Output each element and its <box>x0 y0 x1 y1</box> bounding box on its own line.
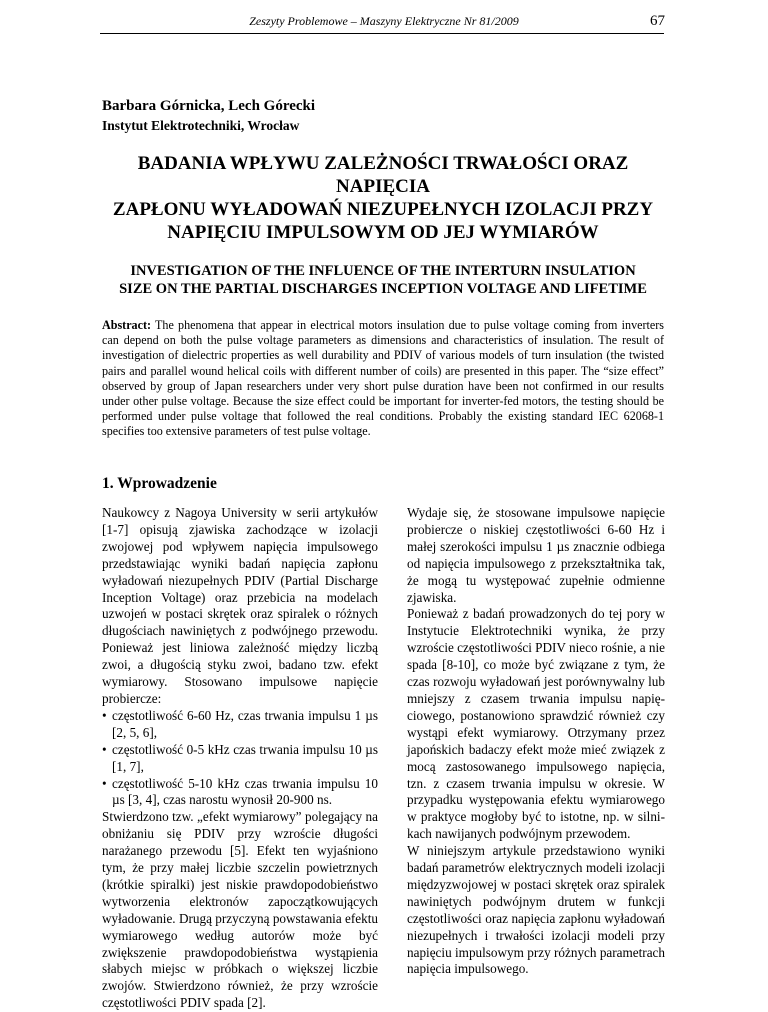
bullet-text: częstotliwość 5-10 kHz czas trwania impulsu 10 µs [3, 4], czas narostu wynosił 20-900 ns. <box>112 775 378 808</box>
bullet-item <box>102 742 378 776</box>
title-polish <box>100 152 666 244</box>
paragraph: W niniejszym artykule przedstawiono wyniki badań parametrów elektrycznych modeli izolacji międzyzwojowej w postaci skrętek oraz spiralek nawiniętych podwójnym drutem w funkcji częstotliwości oraz napięcia zapłonu wyładowań niezupełnych i trwałości izolacji modeli przy napięciu impulsowym przy różnych parametrach napięcia impulsowego. <box>407 843 665 977</box>
header-rule <box>100 33 664 34</box>
title-polish-line: NAPIĘCIU IMPULSOWYM OD JEJ WYMIARÓW <box>167 222 599 243</box>
title-english <box>100 262 666 298</box>
bullet-text: częstotliwość 6-60 Hz, czas trwania impulsu 1 µs [2, 5, 6], <box>112 707 378 740</box>
title-polish-line: ZAPŁONU WYŁADOWAŃ NIEZUPEŁNYCH IZOLACJI PRZY <box>112 199 654 220</box>
left-column <box>102 505 378 1012</box>
affiliation: Instytut Elektrotechniki, Wrocław <box>102 118 300 133</box>
authors: Barbara Górnicka, Lech Górecki <box>102 98 316 114</box>
paragraph: Naukowcy z Nagoya University w serii artykułów [1-7] opisują zjawiska zachodzące w izolacji zwojowej pod wpływem napięcia impulsowego przedstawiając wyniki badań napięcia zapłonu wyładowań niezupełnych PDIV (Partial Discharge Inception Voltage) oraz przebicia na modelach uzwojeń w postaci skrętek oraz spiralek o różnych długościach nawiniętych z podwójnego przewodu. Ponieważ jest liniowa zależność między liczbą zwoi, a długością styku zwoi, badano tzw. efekt wymiarowy. Stosowano impulsowe napięcie probiercze: <box>102 505 378 706</box>
bullet-item <box>102 776 378 810</box>
bullet-icon: • <box>102 707 107 723</box>
abstract-text: The phenomena that appear in electrical motors insulation due to pulse voltage coming from inverters can depend on both the pulse voltage parameters as dimensions and characteristics of insulation. The result of investigation of dielectric properties as well durability and PDIV of various models of turn insulation (the twisted pairs and parallel wound helical coils with different number of coils) are presented in this paper. The “size effect” observed by group of Japan researchers under very short pulse duration have been not confirmed in our results under other pulse voltage. Because the size effect could be important for inverter-fed motors, the testing should be performed under pulse voltage that followed the real conditions. Probably the existing standard IEC 62068-1 specifies too extensive parameters of test pulse voltage. <box>102 318 664 439</box>
section-heading: 1. Wprowadzenie <box>102 475 217 492</box>
title-english-line: INVESTIGATION OF THE INFLUENCE OF THE INTERTURN INSULATION <box>130 263 636 279</box>
bullet-icon: • <box>102 775 107 791</box>
page-number: 67 <box>650 13 665 29</box>
bullet-text: częstotliwość 0-5 kHz czas trwania impulsu 10 µs [1, 7], <box>112 741 378 774</box>
paragraph: Stwierdzono tzw. „efekt wymiarowy” polegający na obniżaniu się PDIV przy wzroście długości narażanego przewodu [5]. Efekt ten wyjaśniono tym, że przy małej liczbie szczelin powietrznych (krótkie spiralki) jest niskie prawdopodobieństwo wytworzenia elektronów zapoczątkowujących wyładowanie. Drugą przyczyną powstawania efektu wymiarowego według autorów może być zwiększenie prawdopodobieństwa wystąpienia słabych miejsc w próbkach o większej liczbie zwojów. Stwierdzono również, że przy wzroście częstotliwości PDIV spada [2]. <box>102 809 378 1011</box>
paragraph: Wydaje się, że stosowane impulsowe napięcie probiercze o niskiej częstotliwości 6-60 Hz i małej szerokości impulsu 1 µs znacznie odbiega od napięcia impulsowego z przekształtnika tak, że mogą tu występować zupełnie odmienne zjawiska. <box>407 505 665 605</box>
bullet-item <box>102 708 378 742</box>
running-head: Zeszyty Problemowe – Maszyny Elektryczne Nr 81/2009 <box>249 14 519 28</box>
abstract <box>102 318 664 440</box>
title-polish-line: BADANIA WPŁYWU ZALEŻNOŚCI TRWAŁOŚCI ORAZ NAPIĘCIA <box>137 153 629 197</box>
bullet-icon: • <box>102 741 107 757</box>
paragraph: Ponieważ z badań prowadzonych do tej pory w Instytucie Elektrotechniki wynika, że przy wzroście częstotliwości PDIV nieco rośnie, a nie spada [8-10], co może być związane z tym, że czas rozwoju wyładowań jest porównywalny lub mniejszy z czasem trwania impulsu napięciowego, postanowiono sprawdzić również czy wystąpi efekt wymiarowy. Otrzymany przez japońskich badaczy efekt może mieć związek z mocą zastosowanego impulsowego napięcia, tzn. z czasem trwania impulsu w okresie. W przypadku występowania efektu wymiarowego w praktyce mogłoby być to istotne, np. w silnikach nawijanych podwójnym przewodem. <box>407 606 665 842</box>
abstract-label: Abstract: <box>102 318 152 332</box>
title-english-line: SIZE ON THE PARTIAL DISCHARGES INCEPTION VOLTAGE AND LIFETIME <box>119 281 647 297</box>
right-column <box>407 505 665 978</box>
